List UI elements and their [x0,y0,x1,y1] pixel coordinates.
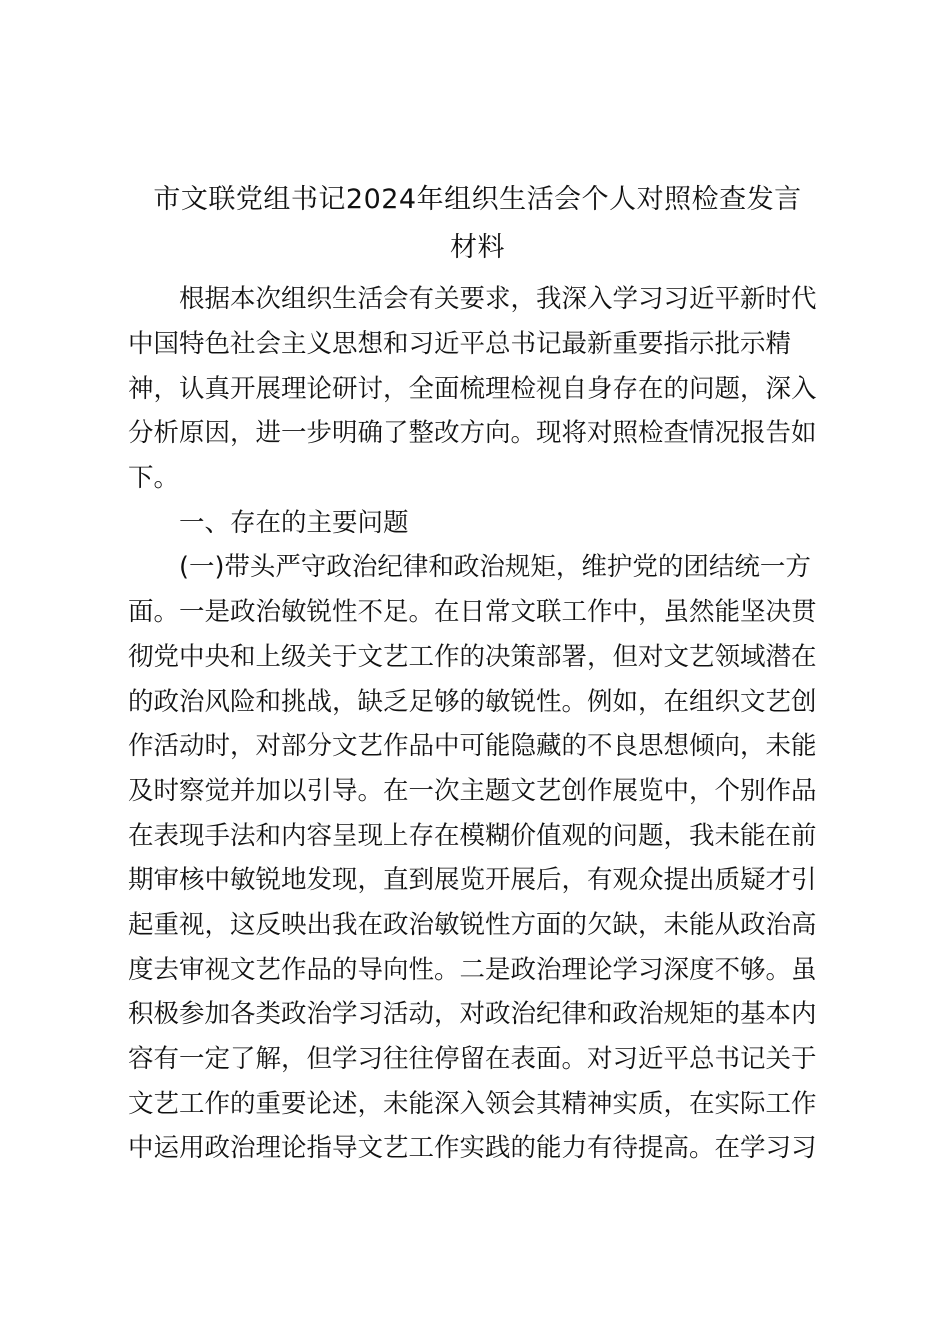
body-text-line: 彻党中央和上级关于文艺工作的决策部署，但对文艺领域潜在 [128,642,817,672]
body-text-line: 度去审视文艺作品的导向性。二是政治理论学习深度不够。虽 [128,955,817,985]
body-text-line: 在表现手法和内容呈现上存在模糊价值观的问题，我未能在前 [128,821,817,851]
body-text-line: 容有一定了解，但学习往往停留在表面。对习近平总书记关于 [128,1044,817,1074]
body-text-line: 面。一是政治敏锐性不足。在日常文联工作中，虽然能坚决贯 [128,597,817,627]
body-text-line: 作活动时，对部分文艺作品中可能隐藏的不良思想倾向，未能 [128,731,817,761]
body-text-line: 及时察觉并加以引导。在一次主题文艺创作展览中，个别作品 [128,776,817,806]
body-text-line: 积极参加各类政治学习活动，对政治纪律和政治规矩的基本内 [128,999,817,1029]
body-text-line: 分析原因，进一步明确了整改方向。现将对照检查情况报告如 [128,418,817,448]
body-text-line: 起重视，这反映出我在政治敏锐性方面的欠缺，未能从政治高 [128,910,817,940]
body-text-line: 期审核中敏锐地发现，直到展览开展后，有观众提出质疑才引 [128,865,817,895]
body-text-line: 的政治风险和挑战，缺乏足够的敏锐性。例如，在组织文艺创 [128,687,817,717]
subsection-heading: (一)带头严守政治纪律和政治规矩，维护党的团结统一方 [128,552,811,582]
body-text-line: 下。 [128,463,180,493]
body-text-line: 中运用政治理论指导文艺工作实践的能力有待提高。在学习习 [128,1133,817,1163]
body-text-line: 文艺工作的重要论述，未能深入领会其精神实质，在实际工作 [128,1089,817,1119]
body-text-line: 中国特色社会主义思想和习近平总书记最新重要指示批示精 [128,329,792,359]
body-text-line: 根据本次组织生活会有关要求，我深入学习习近平新时代 [128,284,817,314]
document-title-line-2: 材料 [450,232,505,263]
document-title-line-1: 市文联党组书记2024年组织生活会个人对照检查发言 [153,184,802,215]
body-text-line: 神，认真开展理论研讨，全面梳理检视自身存在的问题，深入 [128,374,817,404]
section-heading: 一、存在的主要问题 [128,508,409,538]
